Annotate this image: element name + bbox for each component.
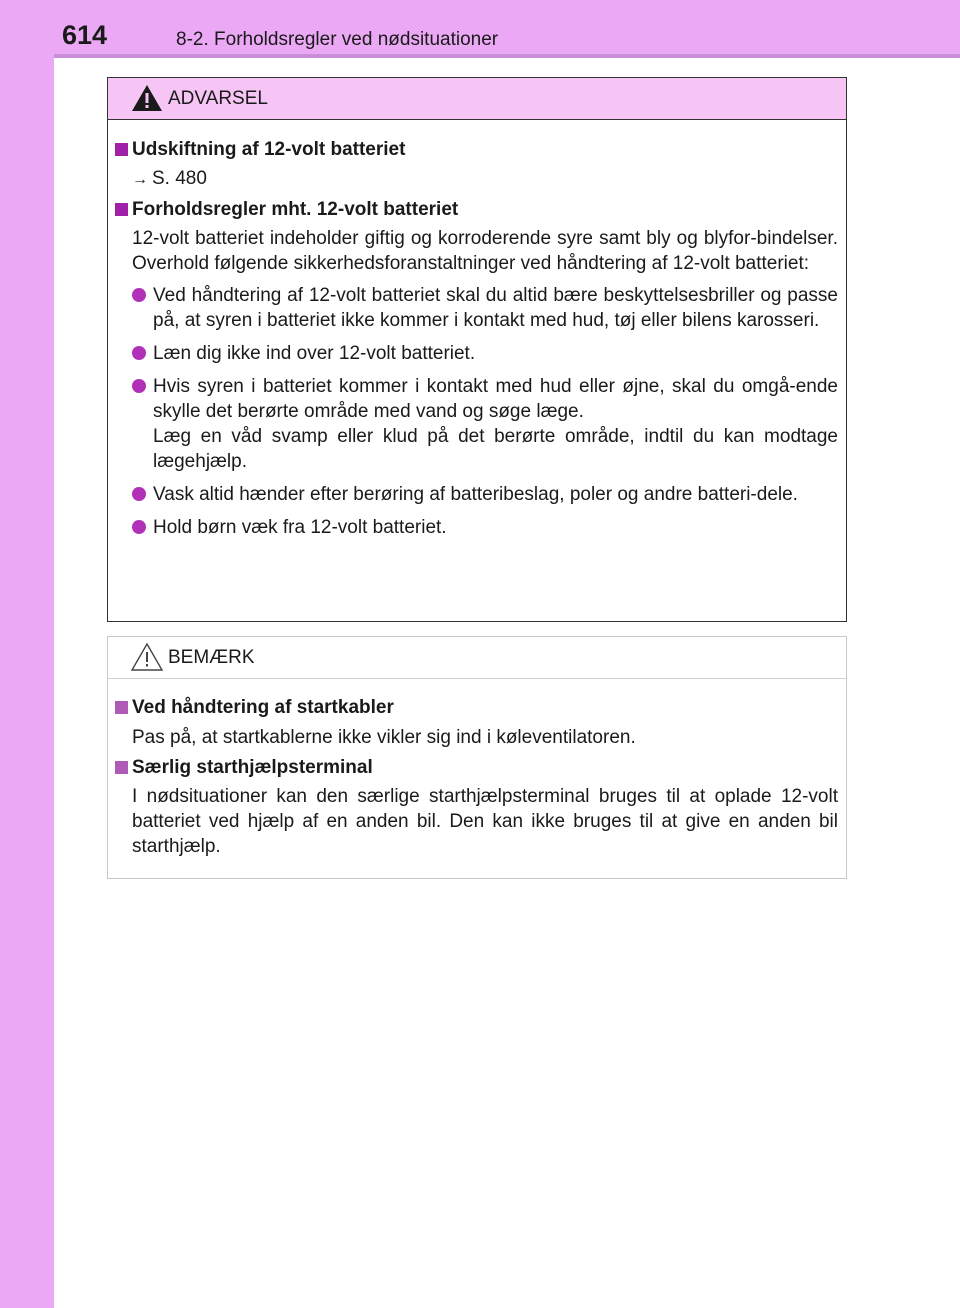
- caution-triangle-outline-icon: [130, 642, 164, 672]
- round-bullet-icon: [132, 520, 146, 534]
- notice-header: [108, 637, 846, 679]
- square-bullet-icon: [115, 203, 128, 216]
- warning-heading-1: [108, 137, 838, 162]
- warning-heading-2: [108, 197, 838, 222]
- notice-text-1: Pas på, at startkablerne ikke vikler sig ind i køleventilatoren.: [132, 727, 636, 748]
- warning-triangle-icon: [130, 83, 164, 113]
- round-bullet-icon: [132, 288, 146, 302]
- heading-text: Udskiftning af 12-volt batteriet: [132, 139, 406, 160]
- warning-body: [108, 137, 846, 540]
- heading-text: Særlig starthjælpsterminal: [132, 757, 373, 778]
- page-number: 614: [62, 20, 108, 50]
- notice-heading-1: [108, 695, 838, 720]
- bullet-text: Læn dig ikke ind over 12-volt batteriet.: [153, 343, 476, 364]
- warning-bullet-3: [108, 374, 838, 474]
- round-bullet-icon: [132, 379, 146, 393]
- notice-body: [108, 695, 846, 859]
- bullet-text: Ved håndtering af 12-volt batteriet skal du altid bære beskyttelsesbriller og passe på, at syren i batteriet ikke kommer i kontakt med hud, tøj eller bilens karosseri.: [153, 285, 838, 331]
- side-color-bar: [0, 0, 54, 1308]
- warning-header: [108, 78, 846, 120]
- warning-bullet-1: [108, 283, 838, 333]
- warning-bullet-2: [108, 341, 838, 366]
- notice-label: BEMÆRK: [168, 647, 255, 668]
- warning-box: [107, 77, 847, 622]
- bullet-text: Vask altid hænder efter berøring af batteribeslag, poler og andre batteri-dele.: [153, 484, 798, 505]
- warning-label: ADVARSEL: [168, 88, 268, 109]
- page-reference: [108, 166, 838, 192]
- reference-text: S. 480: [152, 168, 207, 189]
- round-bullet-icon: [132, 487, 146, 501]
- square-bullet-icon: [115, 761, 128, 774]
- warning-bullet-4: [108, 482, 838, 507]
- notice-text-2: I nødsituationer kan den særlige starthjælpsterminal bruges til at oplade 12-volt batteriet ved hjælp af en anden bil. Den kan ikke bruges til at give en anden bil starthjælp.: [132, 786, 838, 857]
- notice-heading-2: [108, 755, 838, 780]
- notice-box: [107, 636, 847, 879]
- bullet-text: Hold børn væk fra 12-volt batteriet.: [153, 517, 447, 538]
- bullet-extra-text: Læg en våd svamp eller klud på det berørte område, indtil du kan modtage lægehjælp.: [153, 426, 838, 472]
- arrow-right-icon: →: [132, 171, 148, 188]
- heading-text: Forholdsregler mht. 12-volt batteriet: [132, 199, 459, 220]
- warning-intro: 12-volt batteriet indeholder giftig og korroderende syre samt bly og blyfor-bindelser. Overhold følgende sikkerhedsforanstaltninger ved håndtering af 12-volt batteriet:: [132, 228, 838, 274]
- square-bullet-icon: [115, 701, 128, 714]
- bullet-text: Hvis syren i batteriet kommer i kontakt med hud eller øjne, skal du omgå-ende skylle det berørte område med vand og søge læge.: [153, 376, 838, 422]
- round-bullet-icon: [132, 346, 146, 360]
- header-rule: [54, 54, 960, 58]
- warning-bullet-5: [108, 515, 838, 540]
- heading-text: Ved håndtering af startkabler: [132, 697, 394, 718]
- section-title: 8-2. Forholdsregler ved nødsituationer: [176, 29, 499, 50]
- square-bullet-icon: [115, 143, 128, 156]
